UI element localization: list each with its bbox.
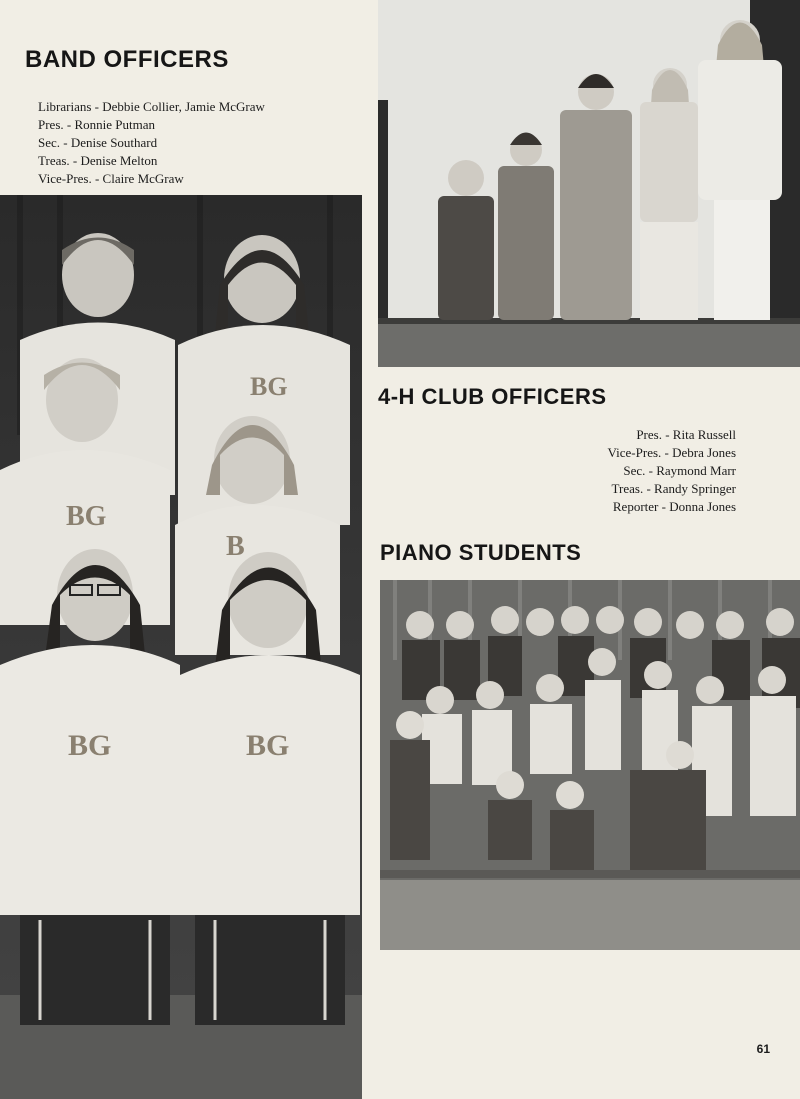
svg-text:BG: BG <box>66 501 107 532</box>
piano-students-photo <box>380 580 800 950</box>
svg-text:BG: BG <box>250 372 288 401</box>
band-officers-roster <box>38 98 265 188</box>
svg-text:B: B <box>226 531 245 562</box>
club-officer-entry: Sec. - Raymond Marr <box>623 463 736 478</box>
page-number: 61 <box>756 1042 770 1056</box>
band-officers-photo <box>0 195 362 1099</box>
band-officer-entry: Pres. - Ronnie Putman <box>38 117 155 132</box>
club-officer-entry: Vice-Pres. - Debra Jones <box>607 445 736 460</box>
club-officer-entry: Reporter - Donna Jones <box>612 499 736 514</box>
club-officer-entry: Pres. - Rita Russell <box>636 427 736 442</box>
band-officer-entry: Sec. - Denise Southard <box>38 135 158 150</box>
piano-students-photo-image <box>380 580 800 950</box>
band-officer-entry: Treas. - Denise Melton <box>38 153 158 168</box>
svg-text:BG: BG <box>246 729 290 762</box>
club-officers-heading: 4-H CLUB OFFICERS <box>378 384 607 409</box>
svg-text:BG: BG <box>68 729 112 762</box>
band-officers-heading: BAND OFFICERS <box>25 46 229 73</box>
band-officers-photo-image <box>0 195 362 1099</box>
band-officer-entry: Vice-Pres. - Claire McGraw <box>38 171 184 186</box>
club-officer-entry: Treas. - Randy Springer <box>611 481 736 496</box>
club-officers-photo-image <box>378 0 800 367</box>
piano-students-heading: PIANO STUDENTS <box>380 540 582 565</box>
band-officer-entry: Librarians - Debbie Collier, Jamie McGraw <box>38 99 265 114</box>
club-officers-photo <box>378 0 800 367</box>
club-officers-roster <box>608 426 736 516</box>
